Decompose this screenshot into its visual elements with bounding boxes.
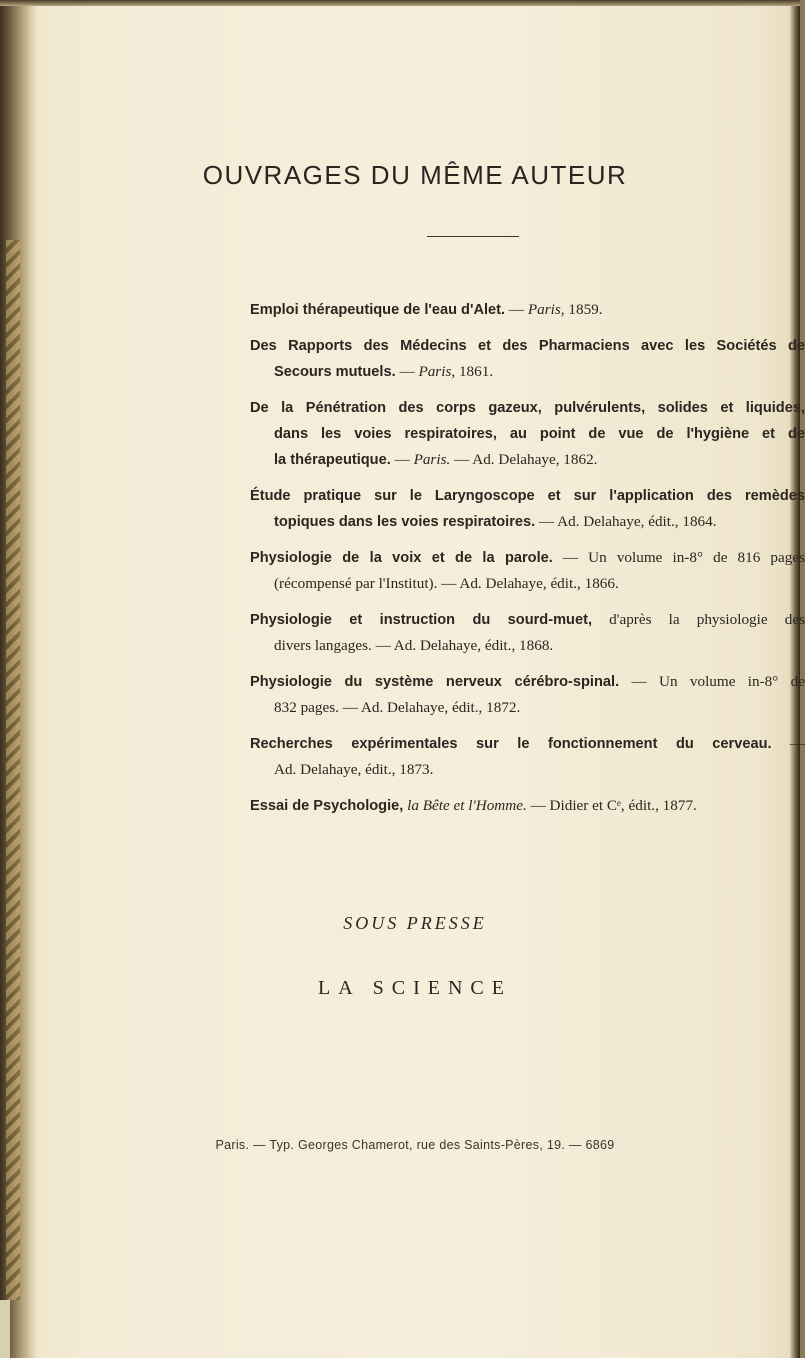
work-line <box>250 509 805 535</box>
work-title: Physiologie du système nerveux cérébro-spinal. <box>250 674 620 690</box>
work-line <box>250 731 805 757</box>
work-entry <box>250 333 805 385</box>
work-details: (récompensé par l'Institut). — Ad. Delahaye, édit., 1866. <box>274 575 619 592</box>
work-line <box>250 695 805 721</box>
work-title: Recherches expérimentales sur le fonctionnement du cerveau. <box>250 736 772 752</box>
work-line <box>250 793 805 819</box>
work-line <box>250 447 805 473</box>
work-line <box>250 669 805 695</box>
work-title: Physiologie de la voix et de la parole. <box>250 550 553 566</box>
work-entry <box>250 607 805 659</box>
work-entry <box>250 545 805 597</box>
work-title: Physiologie et instruction du sourd-muet, <box>250 612 592 628</box>
work-line <box>250 571 805 597</box>
work-entry <box>250 483 805 535</box>
work-italic: la Bête et l'Homme. <box>407 797 527 814</box>
work-details: — Ad. Delahaye, 1862. <box>450 451 598 468</box>
work-title: De la Pénétration des corps gazeux, pulvérulents, solides et liquides, <box>250 400 805 416</box>
work-entry <box>250 669 805 721</box>
work-title: topiques dans les voies respiratoires. <box>274 514 536 530</box>
works-list <box>250 297 805 829</box>
work-details: — <box>505 301 528 318</box>
work-entry <box>250 297 805 323</box>
work-italic: Paris. <box>413 451 451 468</box>
title-rule <box>427 236 519 237</box>
work-italic: Paris, <box>418 363 456 380</box>
work-line <box>250 297 805 323</box>
work-details: d'après la physiologie des <box>592 611 805 628</box>
binding-tab <box>0 1300 10 1358</box>
work-line <box>250 607 805 633</box>
work-entry <box>250 793 805 819</box>
work-title: Étude pratique sur le Laryngoscope et sur l'application des remèdes <box>250 488 805 504</box>
work-details: — Ad. Delahaye, édit., 1864. <box>535 513 717 530</box>
work-line <box>250 421 805 447</box>
work-details: Ad. Delahaye, édit., 1873. <box>274 761 434 778</box>
work-line <box>250 545 805 571</box>
work-italic: Paris, <box>527 301 565 318</box>
work-details: divers langages. — Ad. Delahaye, édit., 1868. <box>274 637 554 654</box>
work-details: — <box>390 451 414 468</box>
work-line <box>250 359 805 385</box>
marbled-binding-strip <box>6 240 20 1300</box>
work-details: — Un volume in-8° de 816 pages <box>552 549 805 566</box>
work-title: dans les voies respiratoires, au point de vue de l'hygiène et de <box>274 426 805 442</box>
page-title: OUVRAGES DU MÊME AUTEUR <box>202 160 628 190</box>
page-content <box>40 0 805 1358</box>
printer-imprint: Paris. — Typ. Georges Chamerot, rue des Saints-Pères, 19. — 6869 <box>215 1138 615 1152</box>
work-details: — Un volume in-8° de <box>619 673 805 690</box>
work-line <box>250 395 805 421</box>
work-details: — Didier et Cᵉ, édit., 1877. <box>526 797 697 814</box>
work-line <box>250 757 805 783</box>
work-details: — <box>395 363 419 380</box>
work-line <box>250 333 805 359</box>
forthcoming-title: LA SCIENCE <box>318 977 512 999</box>
work-title: Secours mutuels. <box>274 364 396 380</box>
work-title: Des Rapports des Médecins et des Pharmaciens avec les Sociétés de <box>250 338 805 354</box>
work-entry <box>250 395 805 473</box>
work-entry <box>250 731 805 783</box>
work-title: Essai de Psychologie, <box>250 798 404 814</box>
press-label: SOUS PRESSE <box>343 913 487 933</box>
work-details: 1861. <box>455 363 494 380</box>
work-title: Emploi thérapeutique de l'eau d'Alet. <box>250 302 506 318</box>
work-line <box>250 483 805 509</box>
work-details: — <box>771 735 805 752</box>
work-line <box>250 633 805 659</box>
work-details: 1859. <box>564 301 603 318</box>
work-title: la thérapeutique. <box>274 452 391 468</box>
work-details: 832 pages. — Ad. Delahaye, édit., 1872. <box>274 699 521 716</box>
